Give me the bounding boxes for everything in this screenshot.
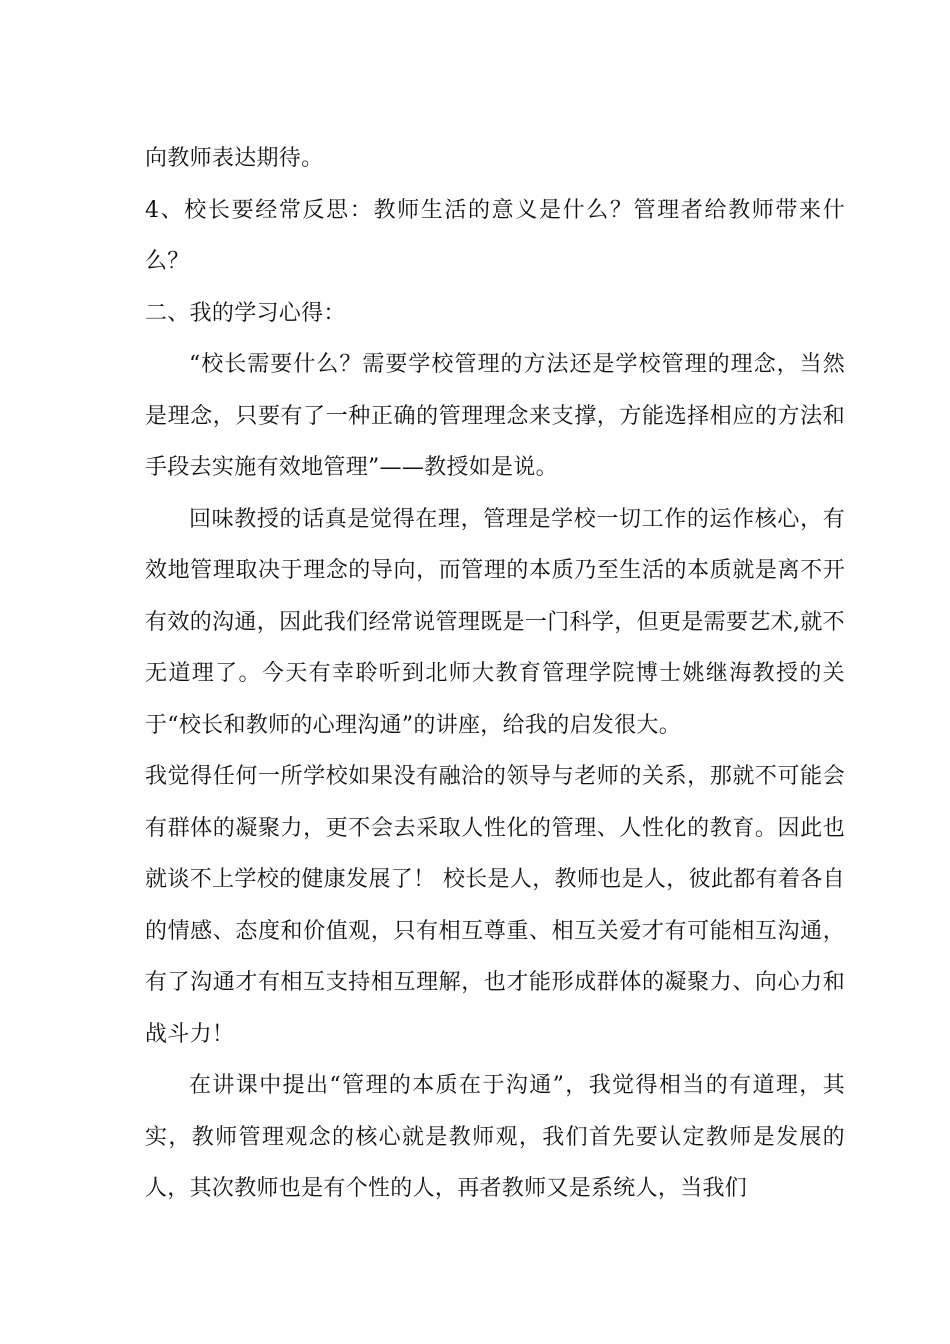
paragraph-management-essence: 在讲课中提出“管理的本质在于沟通”，我觉得相当的有道理，其实，教师管理观念的核心就是教师观，我们首先要认定教师是发展的人，其次教师也是有个性的人，再者教师又是系统人，当我们 [145,1073,845,1201]
paragraph-reflection: 回味教授的话真是觉得在理，管理是学校一切工作的运作核心，有效地管理取决于理念的导向，而管理的本质乃至生活的本质就是离不开有效的沟通，因此我们经常说管理既是一门科学，但更是需要艺术,就不无道理了。今天有幸聆听到北师大教育管理学院博士姚继海教授的关于“校长和教师的心理沟通”的讲座，给我的启发很大。 [145,506,845,738]
document-body [145,133,845,1215]
paragraph-continuation: 向教师表达期待。 [145,146,324,171]
paragraph-opinion: 我觉得任何一所学校如果没有融洽的领导与老师的关系，那就不可能会有群体的凝聚力，更不会去采取人性化的管理、人性化的教育。因此也就谈不上学校的健康发展了！ 校长是人，教师也是人，彼此都有着各自的情感、态度和价值观，只有相互尊重、相互关爱才有可能相互沟通，有了沟通才有相互支持相互理解，也才能形成群体的凝聚力、向心力和战斗力！ [145,764,845,1047]
paragraph-reflection-point-4: 4、校长要经常反思：教师生活的意义是什么？管理者给教师带来什么？ [145,197,845,274]
paragraph-quote: “校长需要什么？需要学校管理的方法还是学校管理的理念，当然是理念，只要有了一种正确的管理理念来支撑，方能选择相应的方法和手段去实施有效地管理”——教授如是说。 [145,352,845,480]
section-heading-learning-notes: 二、我的学习心得： [145,300,346,326]
